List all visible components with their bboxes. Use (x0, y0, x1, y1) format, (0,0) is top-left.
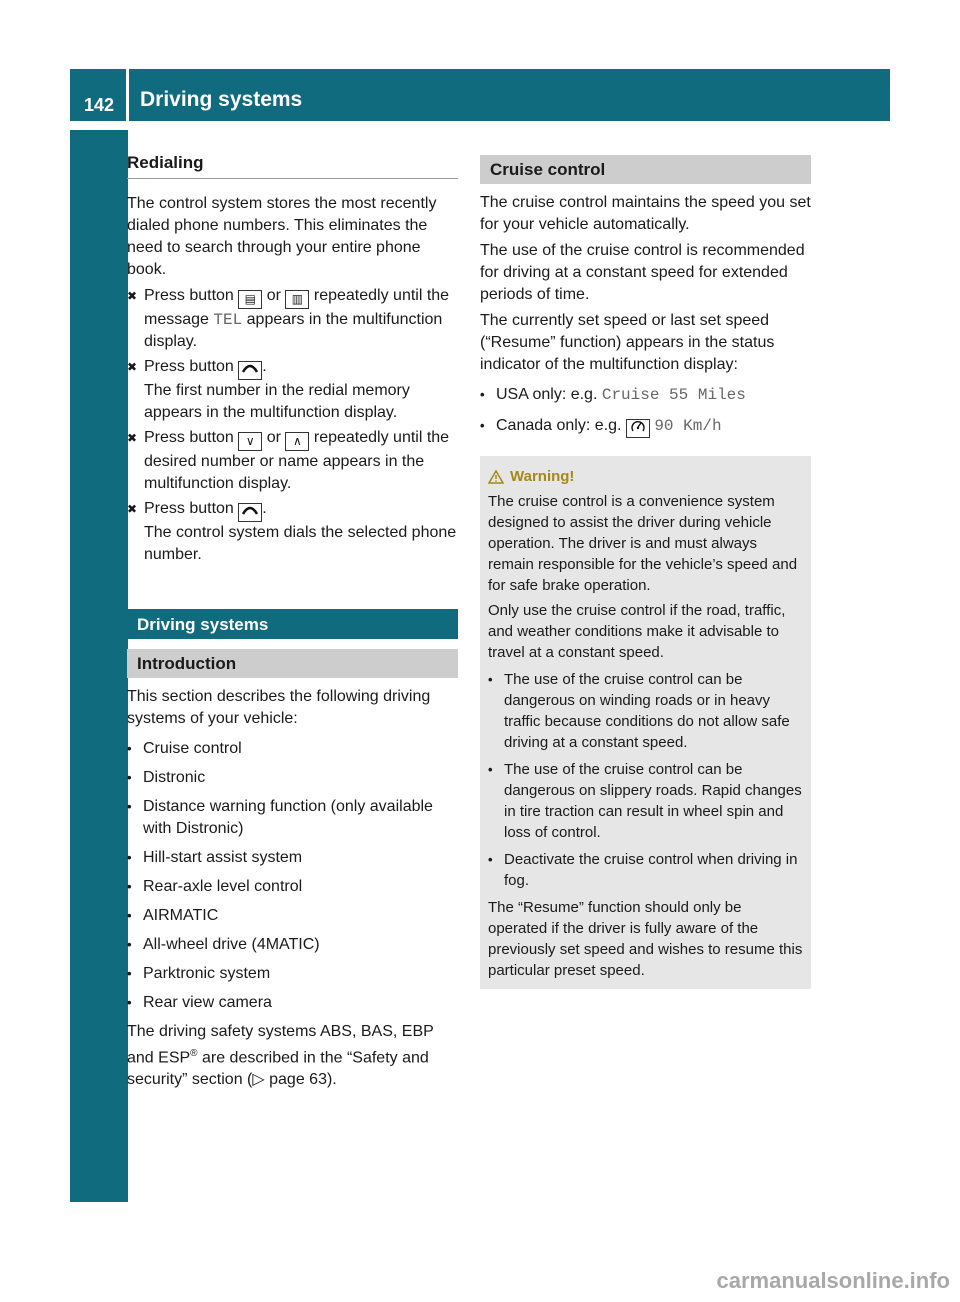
introduction-text: This section describes the following driving systems of your vehicle: (127, 688, 431, 727)
step-4: ✖ Press button . The control system dials the selected phone number. (127, 500, 457, 563)
list-item: • Distance warning function (only available with Distronic) (127, 798, 433, 837)
warning-p2: Only use the cruise control if the road, traffic, and weather conditions make it advisable to travel at a constant speed. (488, 602, 786, 661)
page-title: Driving systems (140, 88, 303, 111)
warning-p3: The “Resume” function should only be operated if the driver is fully aware of the previously set speed and wishes to resume this particular preset speed. (488, 899, 803, 979)
step-4-detail: The control system dials the selected phone number. (144, 524, 457, 563)
step-2-detail: The first number in the redial memory appears in the multifunction display. (144, 382, 410, 421)
side-tab-label: Controls in detail (86, 219, 111, 399)
step-arrow-icon: ✖ (127, 289, 138, 303)
right-column (480, 155, 811, 989)
driving-systems-bar: Driving systems (127, 609, 458, 639)
scroll-down-icon: ∨ (238, 432, 262, 451)
page-reference-link[interactable]: ▷ (252, 1071, 265, 1089)
canada-example: • Canada only: e.g. 90 Km/h (480, 415, 811, 438)
cruise-p2: The use of the cruise control is recommended for driving at a constant speed for extended periods of time. (480, 242, 805, 303)
step-3: ✖ Press button ∨ or ∧ repeatedly until the desired number or name appears in the multifunction display. (127, 429, 450, 492)
tel-message: TEL (213, 311, 243, 329)
step-arrow-icon: ✖ (127, 360, 138, 374)
step-arrow-icon: ✖ (127, 431, 138, 445)
warning-box (480, 456, 811, 989)
cruise-p1: The cruise control maintains the speed you set for your vehicle automatically. (480, 194, 811, 233)
safety-systems-note: The driving safety systems ABS, BAS, EBP and ESP® are described in the “Safety and security” section (▷ page 63). (127, 1023, 434, 1089)
redialing-intro: The control system stores the most recently dialed phone numbers. This eliminates the need to search through your entire phone book. (127, 195, 437, 278)
warning-icon (488, 470, 504, 484)
warning-bullet: • Deactivate the cruise control when driving in fog. (488, 851, 798, 889)
cruise-control-icon (626, 419, 650, 438)
list-item: • Hill-start assist system (127, 849, 303, 866)
introduction-heading: Introduction (127, 649, 458, 678)
list-item: • AIRMATIC (127, 907, 219, 924)
list-item: • Rear view camera (127, 994, 272, 1011)
list-item: • Distronic (127, 769, 206, 786)
left-column (127, 152, 458, 1095)
phone-send-icon (238, 361, 262, 380)
usa-example: • USA only: e.g. Cruise 55 Miles (480, 386, 746, 404)
list-item: • Rear-axle level control (127, 878, 303, 895)
cruise-control-heading: Cruise control (480, 155, 811, 184)
warning-title: Warning! (488, 466, 803, 487)
list-item: • Parktronic system (127, 965, 271, 982)
list-item: • All-wheel drive (4MATIC) (127, 936, 320, 953)
step-arrow-icon: ✖ (127, 502, 138, 516)
watermark: carmanualsonline.info (716, 1268, 950, 1293)
warning-p1: The cruise control is a convenience system designed to assist the driver during vehicle operation. The driver is and must always remain responsible for the vehicle’s speed and for safe brake operation. (488, 493, 798, 594)
redialing-heading: Redialing (127, 152, 458, 179)
menu-button-icon: ▤ (238, 290, 262, 309)
header-divider (126, 69, 129, 121)
menu-back-button-icon: ▥ (285, 290, 309, 309)
warning-bullet: • The use of the cruise control can be dangerous on winding roads or in heavy traffic because conditions do not allow safe driving at a constant speed. (488, 671, 790, 751)
step-2: ✖ Press button . The first number in the redial memory appears in the multifunction display. (127, 358, 410, 421)
scroll-up-icon: ∧ (285, 432, 309, 451)
list-item: • Cruise control (127, 740, 242, 757)
page-number: 142 (83, 95, 115, 115)
cruise-p3: The currently set speed or last set speed (“Resume” function) appears in the status indicator of the multifunction display: (480, 312, 775, 373)
step-1: ✖ Press button ▤ or ▥ repeatedly until the message TEL appears in the multifunction display. (127, 287, 450, 350)
driving-systems-list (127, 738, 458, 1014)
warning-bullet: • The use of the cruise control can be dangerous on slippery roads. Rapid changes in tire traction can result in wheel spin and loss of control. (488, 761, 802, 841)
phone-send-icon (238, 503, 262, 522)
